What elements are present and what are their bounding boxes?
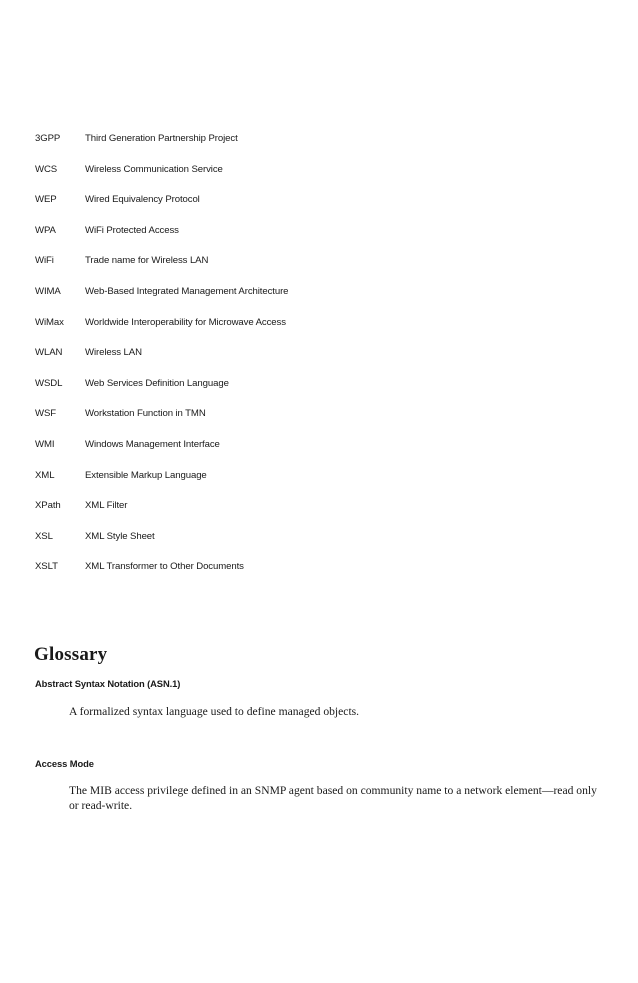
abbreviation-row — [35, 377, 595, 408]
abbreviation-definition: XML Style Sheet — [85, 530, 155, 542]
abbreviation-definition: XML Filter — [85, 500, 128, 512]
abbreviation-definition: Trade name for Wireless LAN — [85, 255, 209, 267]
abbreviation-definition: Windows Management Interface — [85, 438, 220, 450]
abbreviation-row — [35, 346, 595, 377]
abbreviation-definition: Workstation Function in TMN — [85, 408, 206, 420]
glossary-definition: A formalized syntax language used to define managed objects. — [69, 705, 360, 718]
abbreviation-definition: WiFi Protected Access — [85, 224, 179, 236]
glossary-heading: Glossary — [34, 644, 108, 665]
abbreviation-row — [35, 560, 595, 591]
abbreviation-term: WCS — [35, 163, 58, 175]
glossary-term: Access Mode — [35, 758, 94, 769]
abbreviation-definition: Third Generation Partnership Project — [85, 133, 238, 144]
abbreviation-definition: Extensible Markup Language — [85, 469, 207, 481]
abbreviation-term: WSDL — [35, 377, 63, 389]
abbreviation-term: XPath — [35, 500, 61, 512]
abbreviation-term: XSLT — [35, 561, 58, 573]
abbreviation-row — [35, 499, 595, 530]
abbreviation-row — [35, 530, 595, 561]
abbreviation-term: WEP — [35, 194, 57, 206]
glossary-term: Abstract Syntax Notation (ASN.1) — [35, 678, 181, 689]
abbreviation-term: WPA — [35, 224, 56, 236]
abbreviation-row — [35, 163, 595, 194]
abbreviation-definition: Wireless LAN — [85, 347, 142, 359]
abbreviation-definition: Web Services Definition Language — [85, 377, 229, 389]
abbreviation-term: WLAN — [35, 347, 63, 359]
abbreviation-term: WMI — [35, 438, 55, 450]
abbreviation-row — [35, 469, 595, 500]
abbreviation-term: WSF — [35, 408, 57, 420]
abbreviation-term: WiMax — [35, 316, 64, 328]
abbreviation-row — [35, 132, 595, 163]
abbreviation-term: XML — [35, 469, 55, 481]
abbreviation-row — [35, 316, 595, 347]
abbreviation-term: XSL — [35, 530, 53, 542]
abbreviation-row — [35, 193, 595, 224]
abbreviation-definition: Wireless Communication Service — [85, 163, 223, 175]
abbreviation-term: 3GPP — [35, 133, 61, 144]
abbreviation-list — [35, 132, 595, 591]
abbreviation-row — [35, 224, 595, 255]
glossary-definition: The MIB access privilege defined in an SNMP agent based on community name to a network element—read only or read-write. — [69, 784, 597, 812]
abbreviation-definition: XML Transformer to Other Documents — [85, 561, 244, 573]
abbreviation-row — [35, 285, 595, 316]
abbreviation-definition: Web-Based Integrated Management Architecture — [85, 285, 289, 297]
abbreviation-definition: Wired Equivalency Protocol — [85, 194, 200, 206]
abbreviation-definition: Worldwide Interoperability for Microwave Access — [85, 316, 286, 328]
abbreviation-term: WiFi — [35, 255, 54, 267]
abbreviation-term: WIMA — [35, 285, 61, 297]
abbreviation-row — [35, 407, 595, 438]
abbreviation-row — [35, 438, 595, 469]
abbreviation-row — [35, 254, 595, 285]
